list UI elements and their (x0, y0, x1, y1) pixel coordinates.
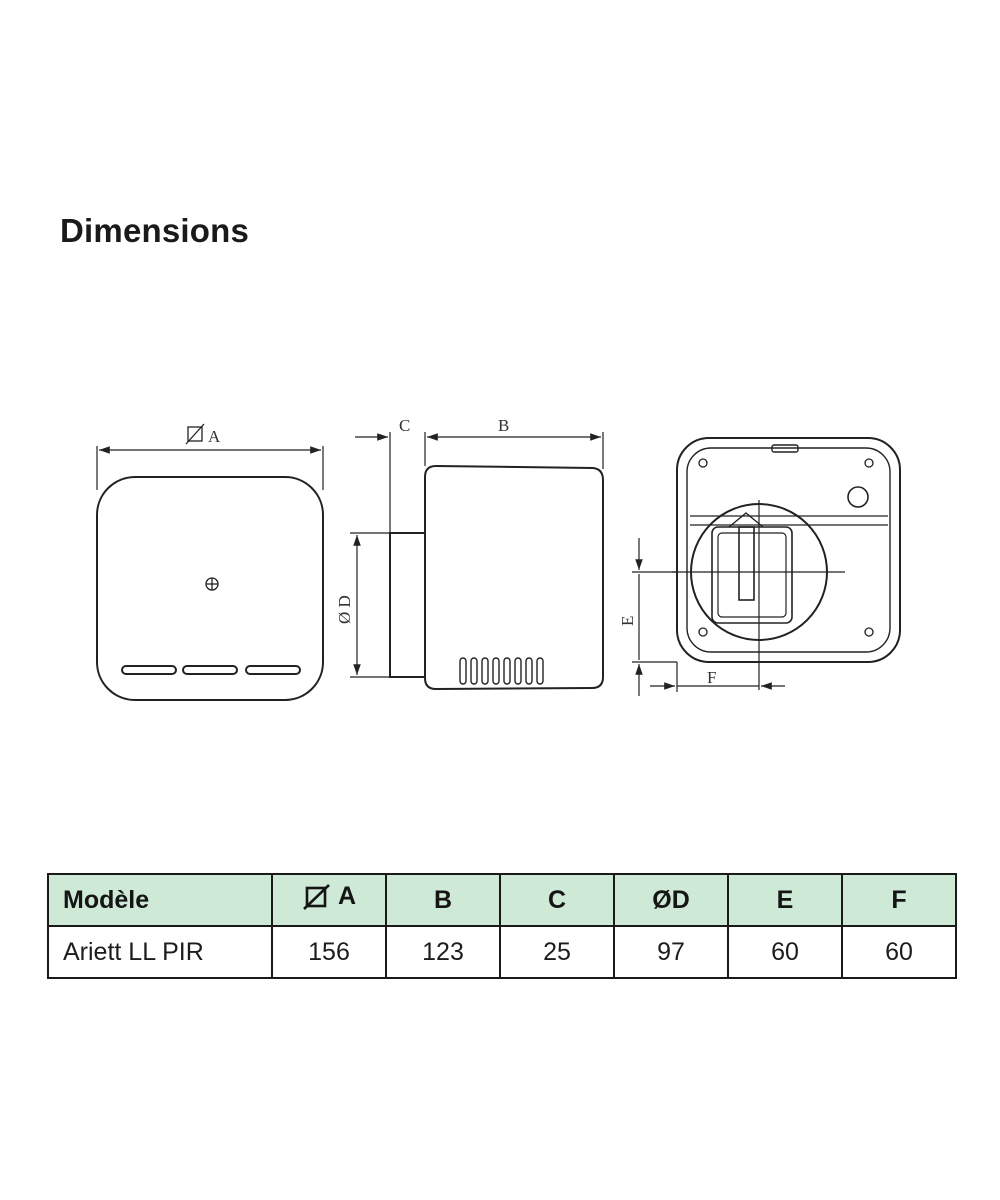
dimensions-table (47, 873, 957, 979)
cell-model: Ariett LL PIR (48, 926, 272, 978)
label-B: B (498, 416, 510, 435)
header-F: F (842, 874, 956, 926)
header-E: E (728, 874, 842, 926)
front-slot-1 (122, 666, 176, 674)
table-row (48, 926, 956, 978)
front-slot-2 (183, 666, 237, 674)
table-header-row (48, 874, 956, 926)
sensor-lens (848, 487, 868, 507)
cell-C: 25 (500, 926, 614, 978)
dimension-drawing (0, 400, 1000, 720)
front-slot-3 (246, 666, 300, 674)
cell-E: 60 (728, 926, 842, 978)
side-vents (460, 658, 543, 684)
cell-D: 97 (614, 926, 728, 978)
rear-flap-inner (718, 533, 786, 617)
label-F: F (707, 668, 717, 687)
rear-flap-outer (712, 527, 792, 623)
header-A (272, 874, 386, 926)
square-symbol-icon (186, 424, 204, 444)
cell-F: 60 (842, 926, 956, 978)
header-A-label: A (337, 882, 357, 911)
rear-view (632, 438, 900, 696)
cell-B: 123 (386, 926, 500, 978)
header-model: Modèle (48, 874, 272, 926)
front-view (97, 424, 323, 700)
label-E: E (618, 615, 637, 626)
side-body (425, 466, 603, 689)
label-A: A (208, 427, 221, 446)
header-B: B (386, 874, 500, 926)
cell-A: 156 (272, 926, 386, 978)
page-title: Dimensions (60, 212, 250, 249)
square-symbol-icon (302, 883, 332, 911)
label-C: C (399, 416, 411, 435)
header-D: ØD (614, 874, 728, 926)
screw-icon (206, 578, 218, 590)
side-view (350, 432, 603, 689)
rear-flap-handle (739, 527, 754, 600)
header-C: C (500, 874, 614, 926)
side-spigot (390, 533, 425, 677)
label-D: Ø D (335, 595, 354, 624)
